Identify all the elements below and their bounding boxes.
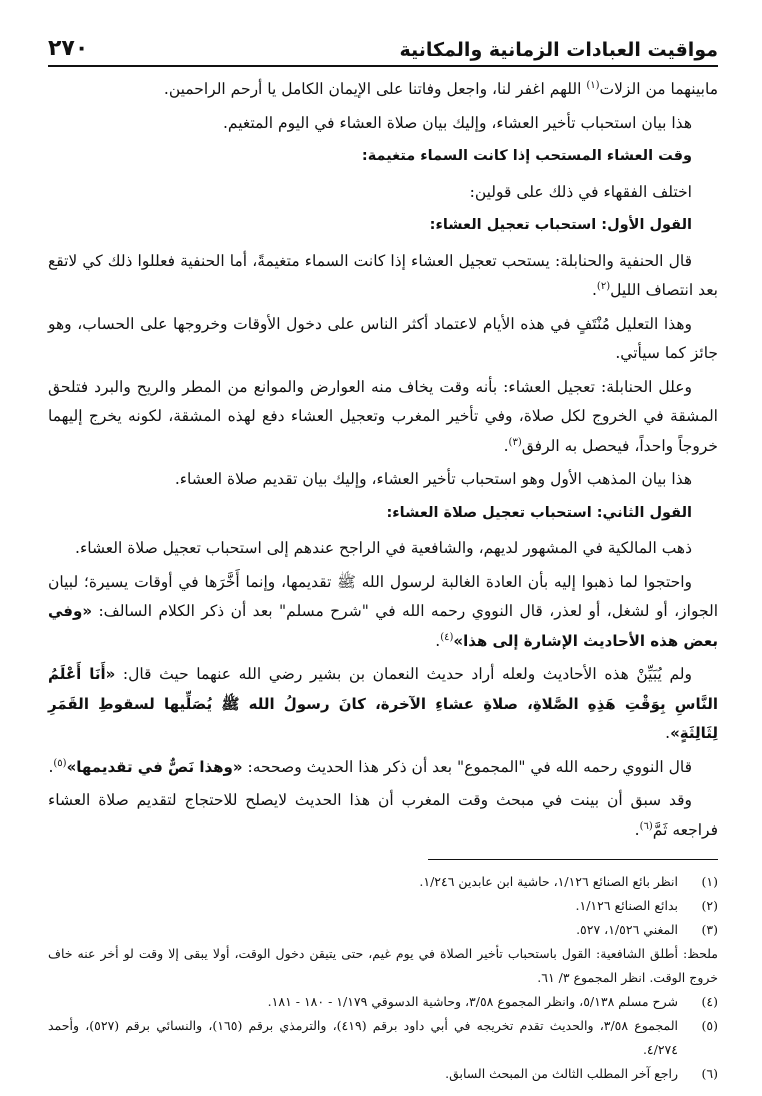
text-run: قال النووي رحمه الله في "المجموع" بعد أن ذكر هذا الحديث وصححه: bbox=[242, 757, 692, 776]
quote-bold: «وهذا نَصٌّ في تقديمها» bbox=[66, 757, 243, 776]
paragraph bbox=[48, 109, 718, 139]
footnote-number: (٤) bbox=[701, 994, 718, 1009]
footnote-ref[interactable]: (٣) bbox=[508, 436, 522, 448]
text-run: . bbox=[435, 631, 441, 650]
footnote-item bbox=[48, 918, 718, 942]
footnote-text: انظر بائع الصنائع ١/١٢٦، حاشية ابن عابدين ١/٢٤٦. bbox=[419, 874, 678, 889]
text-run: اللهم اغفر لنا، واجعل وفاتنا على الإيمان الكامل يا أرحم الراحمين. bbox=[163, 80, 587, 98]
footnote-item bbox=[48, 1062, 718, 1086]
text-run: هذا بيان استحباب تأخير العشاء، وإليك بيان صلاة العشاء في اليوم المتغيم. bbox=[222, 113, 692, 132]
text-run: . bbox=[634, 820, 640, 839]
footnote-remark: ملحظ: أطلق الشافعية: القول باستحباب تأخير الصلاة في يوم غيم، حتى يتيقن دخول الوقت، أولا يبقى إلا وقت لو أخر عنه خاف خروج الوقت. انظر المجموع ٣/ ٦١. bbox=[48, 946, 718, 985]
footnote-number: (٦) bbox=[701, 1066, 718, 1081]
footnote-item bbox=[48, 894, 718, 918]
footnote-text: المغني ١/٥٢٦، ٥٢٧. bbox=[576, 922, 678, 937]
footnote-number: (٥) bbox=[701, 1018, 718, 1033]
footnote-ref[interactable]: (٢) bbox=[596, 280, 611, 292]
footnote-text: بدائع الصنائع ١/١٢٦. bbox=[575, 898, 678, 913]
footnote-text: شرح مسلم ٥/١٣٨، وانظر المجموع ٣/٥٨، وحاشية الدسوقي ١/١٧٩ - ١٨٠ - ١٨١. bbox=[267, 994, 678, 1009]
paragraph bbox=[48, 178, 718, 208]
paragraph bbox=[48, 75, 718, 105]
footnote-number: (٢) bbox=[701, 898, 718, 913]
text-run: واحتجوا لما ذهبوا إليه بأن العادة الغالبة لرسول الله ﷺ تقديمها، وإنما أَخَّرَها في أوقات يسيرة؛ لبيان الجواز، أو لشغل، أو لعذر، قال النووي رحمه الله في "شرح مسلم" بعد أن ذكر الكلام السالف: bbox=[48, 572, 718, 620]
text-run: وقد سبق أن بينت في مبحث وقت المغرب أن هذا الحديث لايصلح للاحتجاج لتقديم صلاة العشاء فراجعه ثَمَّ bbox=[48, 791, 718, 839]
text-run: اختلف الفقهاء في ذلك على قولين: bbox=[469, 182, 692, 201]
paragraph bbox=[48, 786, 718, 845]
text-run: ولم يُبَيِّنْ هذه الأحاديث ولعله أراد حديث النعمان بن بشير رضي الله عنهما حيث قال: bbox=[115, 665, 692, 683]
quote-bold: «وفي بعض هذه الأحاديث الإشارة إلى هذا» bbox=[48, 602, 718, 650]
footnote-item bbox=[48, 870, 718, 894]
paragraph bbox=[48, 310, 718, 369]
paragraph bbox=[48, 568, 718, 657]
section-heading: القول الأول: استحباب تعجيل العشاء: bbox=[429, 217, 692, 233]
text-run: . bbox=[665, 724, 671, 742]
main-text bbox=[48, 75, 718, 845]
footnote-ref[interactable]: (٥) bbox=[53, 757, 67, 769]
running-header bbox=[48, 36, 718, 67]
paragraph bbox=[48, 660, 718, 749]
text-run: قال الحنفية والحنابلة: يستحب تعجيل العشاء إذا كانت السماء متغيمةً، أما الحنفية فعللوا ذلك كي لاتقع بعد انتصاف الليل bbox=[48, 251, 718, 299]
text-run: . bbox=[503, 436, 509, 455]
text-run: . bbox=[48, 757, 54, 776]
footnote-item bbox=[48, 1014, 718, 1062]
paragraph bbox=[48, 753, 718, 783]
hadith-quote: «أَنَا أَعْلَمُ النَّاسِ بِوَقْتِ هَذِهِ الصَّلاةِ، صلاةِ عشاءِ الآخرة، كانَ رسولُ الله ﷺ يُصَلِّيها لسقوطِ القَمَرِ لِثَالِثَةٍ» bbox=[48, 665, 718, 742]
text-run: مابينهما من الزلات bbox=[599, 80, 718, 98]
book-page bbox=[48, 36, 718, 1086]
page-number: ٢٧٠ bbox=[48, 36, 89, 61]
text-run: هذا بيان المذهب الأول وهو استحباب تأخير العشاء، وإليك بيان تقديم صلاة العشاء. bbox=[174, 470, 692, 488]
section-heading: القول الثاني: استحباب تعجيل صلاة العشاء: bbox=[386, 504, 692, 521]
footnote-number: (١) bbox=[701, 874, 718, 889]
footnote-ref[interactable]: (٦) bbox=[639, 820, 653, 832]
footnote-separator bbox=[428, 859, 718, 860]
paragraph bbox=[48, 534, 718, 564]
footnote-text: راجع آخر المطلب الثالث من المبحث السابق. bbox=[445, 1066, 678, 1081]
footnotes bbox=[48, 870, 718, 1086]
text-run: . bbox=[591, 281, 597, 299]
paragraph bbox=[48, 373, 718, 462]
running-title: مواقيت العبادات الزمانية والمكانية bbox=[399, 39, 718, 61]
text-run: وعلل الحنابلة: تعجيل العشاء: بأنه وقت يخاف منه العوارض والموانع من المطر والريح والبرد فتلحق المشقة في الخروج لكل صلاة، وفي تأخير المغرب وتعجيل العشاء دفع لهذه المشقة، لكونه يخرج إليهما خروجاً واحداً، فيحصل به الرفق bbox=[48, 377, 718, 455]
footnote-ref[interactable]: (١) bbox=[586, 79, 600, 91]
text-run: ذهب المالكية في المشهور لديهم، والشافعية في الراجح عندهم إلى استحباب تعجيل صلاة العشاء. bbox=[75, 539, 692, 557]
section-heading: وقت العشاء المستحب إذا كانت السماء متغيمة: bbox=[361, 148, 692, 164]
paragraph bbox=[48, 247, 718, 306]
footnote-number: (٣) bbox=[701, 922, 718, 937]
footnote-ref[interactable]: (٤) bbox=[440, 631, 454, 643]
paragraph bbox=[48, 465, 718, 495]
footnote-text: المجموع ٣/٥٨، والحديث تقدم تخريجه في أبي داود برقم (٤١٩)، والترمذي برقم (١٦٥)، والنسائي برقم (٥٢٧)، وأحمد ٤/٢٧٤. bbox=[48, 1018, 679, 1057]
text-run: وهذا التعليل مُنْتَفٍ في هذه الأيام لاعتماد أكثر الناس على دخول الأوقات وخروجها على الحساب، وهو جائز كما سيأتي. bbox=[48, 314, 718, 362]
footnote-item bbox=[48, 990, 718, 1014]
